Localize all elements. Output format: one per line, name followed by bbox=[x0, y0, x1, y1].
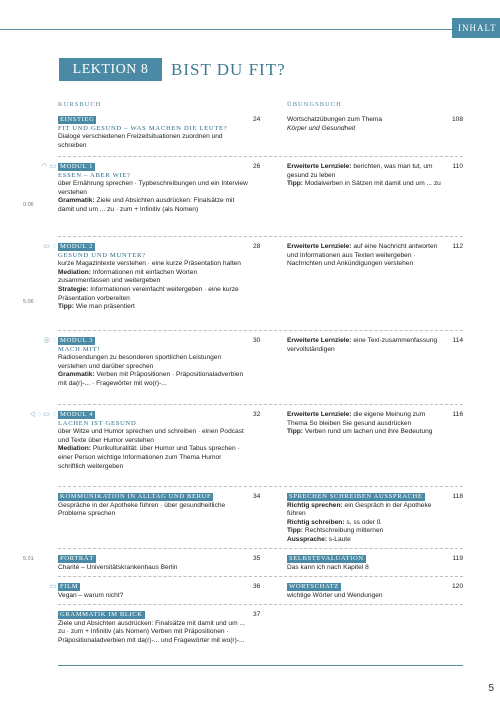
entry-text: auf eine Nachricht antworten und Informationen aus Texten weitergeben · Nachrichten und Ankündigungen verstehen bbox=[287, 243, 438, 268]
entry-label: Grammatik: bbox=[58, 197, 95, 205]
section-tag: GRAMMATIK IM BLICK bbox=[60, 611, 143, 618]
entry-text: die eigene Meinung zum Thema So bleiben Sie gesund ausdrücken bbox=[287, 411, 426, 427]
entry-label: Erweiterte Lernziele: bbox=[287, 411, 352, 418]
uebungsbuch-page[interactable]: 120 bbox=[451, 583, 463, 590]
kursbuch-page[interactable]: 24 bbox=[253, 116, 261, 123]
toc-row-modul-4 bbox=[29, 404, 463, 485]
kursbuch-entry bbox=[58, 337, 250, 389]
entry-label: Tipp: bbox=[287, 527, 303, 535]
section-subtitle: FIT UND GESUND – WAS MACHEN DIE LEUTE? bbox=[58, 124, 228, 132]
entry-text: Rechtschreibung mitlernen bbox=[304, 527, 384, 535]
entry-text: Wortschatzübungen zum Thema bbox=[287, 116, 383, 123]
kursbuch-entry bbox=[58, 493, 250, 519]
entry-label: Richtig schreiben: bbox=[287, 518, 345, 526]
kursbuch-page[interactable]: 37 bbox=[253, 611, 261, 618]
entry-label: Richtig sprechen: bbox=[287, 501, 343, 509]
entry-label: Grammatik: bbox=[58, 371, 95, 379]
uebungsbuch-page[interactable]: 108 bbox=[451, 116, 463, 123]
section-tag: EINSTIEG bbox=[60, 116, 95, 123]
speaker-icon: ◁ bbox=[29, 411, 36, 418]
entry-label: Tipp: bbox=[287, 428, 303, 436]
uebungsbuch-page[interactable]: 118 bbox=[452, 493, 463, 500]
uebungsbuch-entry bbox=[287, 163, 447, 189]
uebungsbuch-entry bbox=[287, 411, 447, 437]
entry-text: Ziele und Absichten ausdrücken: Finalsätze mit damit und um ... zu · zum + Infinitiv (als Nomen) Verben mit Präpositionen · Präpositionaladverbien mit da(r)-... und Fragewörter mit wo(r)-... bbox=[58, 619, 245, 644]
section-tag: WORTSCHATZ bbox=[289, 583, 339, 590]
uebungsbuch-page[interactable]: 112 bbox=[452, 243, 463, 250]
entry-text: Informationen mit einfachen Worten zusammenfassen und weitergeben bbox=[58, 268, 198, 285]
toc-row-kommunikation bbox=[58, 486, 463, 547]
entry-label: Tipp: bbox=[287, 180, 303, 188]
entry-text: kurze Magazintexte verstehen · eine kurze Präsentation halten bbox=[58, 260, 241, 268]
chat-icon: ◌ bbox=[51, 411, 56, 418]
section-tag: MODUL 1 bbox=[60, 163, 94, 170]
entry-text: ein Gespräch in der Apotheke führen bbox=[287, 501, 432, 518]
kursbuch-entry bbox=[58, 116, 250, 150]
section-subtitle: LACHEN IST GESUND bbox=[58, 419, 137, 427]
header-rule bbox=[0, 29, 455, 30]
kursbuch-page[interactable]: 28 bbox=[253, 243, 261, 250]
kursbuch-entry bbox=[58, 411, 250, 471]
entry-text-italic: Körper und Gesundheit bbox=[287, 124, 356, 132]
entry-label: Erweiterte Lernziele: bbox=[287, 243, 352, 250]
entry-text: Verben mit Präpositionen · Präpositionaladverbien mit da(r)-... · Fragewörter mit wo(r)-... bbox=[58, 371, 244, 387]
kursbuch-page[interactable]: 36 bbox=[253, 583, 261, 590]
section-subtitle: GESUND UND MUNTER? bbox=[58, 251, 146, 259]
entry-text: s, ss oder ß bbox=[346, 518, 381, 526]
entry-text: Das kann ich nach Kapitel 8 bbox=[287, 563, 369, 571]
section-tag: MODUL 4 bbox=[60, 411, 94, 418]
footer-rule bbox=[58, 665, 463, 666]
entry-label: Aussprache: bbox=[287, 535, 327, 543]
toc-row-film bbox=[49, 576, 463, 603]
entry-text: Radiosendungen zu besonderen sportlichen Leistungen verstehen und darüber sprechen bbox=[58, 354, 222, 370]
entry-label: Mediation: bbox=[58, 268, 91, 276]
kursbuch-entry bbox=[58, 163, 250, 215]
section-tag: MODUL 2 bbox=[60, 243, 94, 250]
globe-icon: ◎ bbox=[43, 337, 50, 344]
toc-row-portraet bbox=[23, 548, 463, 575]
uebungsbuch-entry bbox=[287, 337, 447, 354]
entry-text: Plurikulturalität: über Humor und Tabus sprechen · einer Person wichtige Informationen zum Thema Humor schriftlich weitergeben bbox=[58, 445, 240, 470]
audio-track-time: 0.06 bbox=[23, 202, 34, 208]
section-tab: INHALT bbox=[452, 18, 500, 38]
lesson-title: BIST DU FIT? bbox=[171, 60, 286, 79]
media-icons bbox=[2, 410, 56, 418]
lesson-label: LEKTION 8 bbox=[59, 58, 162, 81]
uebungsbuch-page[interactable]: 114 bbox=[452, 337, 463, 344]
entry-text: Ziele und Absichten ausdrücken: Finalsätze mit damit und um ... zu · zum + Infinitiv (als Nomen) bbox=[58, 197, 235, 213]
film-icon: ▭ bbox=[49, 583, 56, 590]
entry-label: Strategie: bbox=[58, 285, 89, 293]
entry-text: Charité – Universitätskrankenhaus Berlin bbox=[58, 563, 178, 571]
entry-text: Modalverben in Sätzen mit damit und um ... zu bbox=[304, 180, 441, 188]
kursbuch-entry bbox=[58, 555, 250, 572]
kursbuch-page[interactable]: 34 bbox=[253, 493, 261, 500]
toc-row-modul-2 bbox=[23, 236, 463, 329]
toc-row-modul-1 bbox=[23, 156, 463, 235]
section-tag: SELBSTEVALUATION bbox=[289, 555, 364, 562]
toc-row-grammatik bbox=[58, 604, 463, 663]
uebungsbuch-entry bbox=[287, 243, 447, 269]
section-tag: SPRECHEN SCHREIBEN AUSSPRACHE bbox=[289, 493, 423, 500]
kursbuch-page[interactable]: 30 bbox=[253, 337, 261, 344]
entry-label: Erweiterte Lernziele: bbox=[287, 337, 352, 344]
entry-text: Informationen vereinfacht weitergeben · eine kurze Präsentation vorbereiten bbox=[58, 285, 239, 302]
section-subtitle: ESSEN – ABER WIE? bbox=[58, 171, 131, 179]
entry-text: s-Laute bbox=[328, 535, 351, 543]
book-icon: ▭ bbox=[43, 243, 50, 250]
entry-label: Erweiterte Lernziele: bbox=[287, 163, 352, 170]
entry-text: berichten, was man tut, um gesund zu leben bbox=[287, 163, 433, 179]
kursbuch-page[interactable]: 26 bbox=[253, 163, 261, 170]
uebungsbuch-entry bbox=[287, 583, 447, 600]
entry-text: Dialoge verschiedenen Freizeitsituationen zuordnen und schreiben bbox=[58, 133, 223, 149]
entry-text: über Ernährung sprechen · Typbeschreibungen und ein Interview verstehen bbox=[58, 180, 248, 196]
entry-text: über Witze und Humor sprechen und schreiben · einen Podcast und Texte über Humor verstehen bbox=[58, 428, 244, 444]
uebungsbuch-page[interactable]: 116 bbox=[452, 411, 463, 418]
column-header-kursbuch: KURSBUCH bbox=[58, 101, 102, 108]
book-icon: ▭ bbox=[43, 411, 50, 418]
media-icons bbox=[20, 336, 56, 344]
uebungsbuch-entry bbox=[287, 116, 447, 133]
kursbuch-entry bbox=[58, 583, 250, 600]
media-icons bbox=[20, 162, 56, 170]
toc-row-einstieg bbox=[58, 110, 463, 154]
entry-text: Verben rund um lachen und ihre Bedeutung bbox=[304, 428, 433, 436]
headphones-icon: ◠ bbox=[41, 163, 48, 170]
entry-label: Mediation: bbox=[58, 445, 91, 453]
kursbuch-entry bbox=[58, 611, 250, 645]
toc-row-modul-3 bbox=[43, 330, 463, 403]
section-tag: FILM bbox=[60, 583, 79, 590]
uebungsbuch-entry bbox=[287, 555, 447, 572]
entry-text: Wie man präsentiert bbox=[75, 303, 135, 311]
entry-text: Gespräche in der Apotheke führen · über gesundheitliche Probleme sprechen bbox=[58, 501, 226, 518]
section-tag: KOMMUNIKATION IN ALLTAG UND BERUF bbox=[60, 493, 212, 500]
entry-text: wichtige Wörter und Wendungen bbox=[287, 591, 383, 599]
kursbuch-page[interactable]: 32 bbox=[253, 411, 261, 418]
audio-track-time: 5.06 bbox=[23, 299, 34, 305]
chat-icon: ◌ bbox=[37, 411, 42, 418]
media-icons bbox=[20, 242, 56, 250]
uebungsbuch-entry bbox=[287, 493, 447, 545]
section-tag: PORTRÄT bbox=[60, 555, 94, 562]
entry-text: Vegan – warum nicht? bbox=[58, 591, 124, 599]
uebungsbuch-page[interactable]: 110 bbox=[452, 163, 463, 170]
kursbuch-entry bbox=[58, 243, 250, 312]
page-number: 5 bbox=[488, 683, 494, 694]
media-icons bbox=[20, 582, 56, 590]
section-subtitle: MACH MIT! bbox=[58, 345, 101, 353]
chat-icon: ◌ bbox=[51, 243, 56, 250]
chat-icon: ◌ bbox=[51, 337, 56, 344]
entry-text: eine Text-zusammenfassung vervollständigen bbox=[287, 337, 438, 353]
entry-label: Tipp: bbox=[58, 303, 74, 311]
uebungsbuch-page[interactable]: 119 bbox=[452, 555, 463, 562]
book-icon: ▭ bbox=[49, 163, 56, 170]
audio-track-time: 5.01 bbox=[23, 556, 34, 562]
column-header-uebungsbuch: ÜBUNGSBUCH bbox=[287, 101, 342, 108]
kursbuch-page[interactable]: 35 bbox=[253, 555, 261, 562]
section-tag: MODUL 3 bbox=[60, 337, 94, 344]
